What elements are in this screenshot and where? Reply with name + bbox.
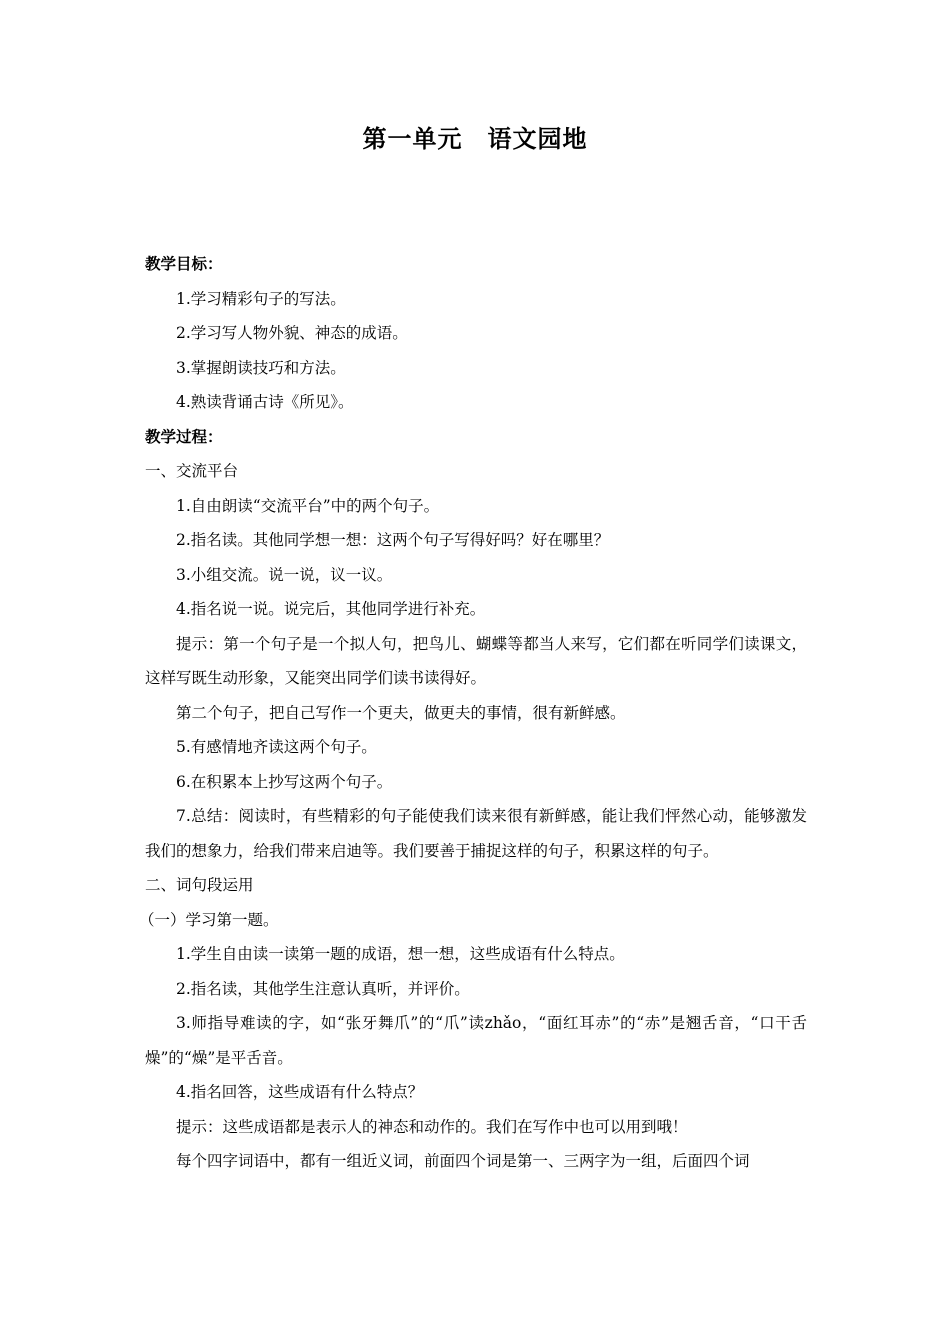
step-paragraph: 4.指名回答，这些成语有什么特点？ <box>176 1083 424 1101</box>
step-paragraph: 2.指名读，其他学生注意认真听，并评价。 <box>176 979 470 998</box>
document-body <box>139 247 807 1179</box>
step-paragraph: 6.在积累本上抄写这两个句子。 <box>176 772 393 791</box>
step-paragraph: 7.总结：阅读时，有些精彩的句子能使我们读来很有新鲜感，能让我们怦然心动，能够激发我们的想象力，给我们带来启迪等。我们要善于捕捉这样的句子，积累这样的句子。 <box>145 807 807 860</box>
step-paragraph: 1.自由朗读“交流平台”中的两个句子。 <box>176 496 440 515</box>
subsection-heading: 一、交流平台 <box>145 462 239 480</box>
step-paragraph: 3.师指导难读的字，如“张牙舞爪”的“爪”读zhǎo，“面红耳赤”的“赤”是翘舌音，“口干舌燥”的“燥”是平舌音。 <box>145 1014 807 1067</box>
body-paragraph: 每个四字词语中，都有一组近义词，前面四个词是第一、三两字为一组，后面四个词 <box>176 1152 750 1170</box>
subsection-heading: 二、词句段运用 <box>145 876 254 894</box>
step-paragraph: 2.指名读。其他同学想一想：这两个句子写得好吗？好在哪里？ <box>176 531 610 549</box>
body-paragraph: 第二个句子，把自己写作一个更夫，做更夫的事情，很有新鲜感。 <box>176 703 626 722</box>
step-paragraph: 4.指名说一说。说完后，其他同学进行补充。 <box>176 600 486 618</box>
step-paragraph: 3.小组交流。说一说，议一议。 <box>176 565 393 584</box>
hint-paragraph: 提示：这些成语都是表示人的神态和动作的。我们在写作中也可以用到哦！ <box>176 1117 688 1136</box>
step-paragraph: 5.有感情地齐读这两个句子。 <box>176 738 377 756</box>
goal-item: 3.掌握朗读技巧和方法。 <box>176 358 346 377</box>
section-heading-process: 教学过程： <box>145 426 223 446</box>
document-title: 第一单元 语文园地 <box>362 124 588 153</box>
goal-item: 2.学习写人物外貌、神态的成语。 <box>176 324 408 342</box>
goal-item: 4.熟读背诵古诗《所见》。 <box>176 393 354 411</box>
hint-paragraph: 提示：第一个句子是一个拟人句，把鸟儿、蝴蝶等都当人来写，它们都在听同学们读课文，这样写既生动形象，又能突出同学们读书读得好。 <box>145 634 807 687</box>
section-heading-goals: 教学目标： <box>145 254 223 273</box>
goal-item: 1.学习精彩句子的写法。 <box>176 289 346 308</box>
step-paragraph: 1.学生自由读一读第一题的成语，想一想，这些成语有什么特点。 <box>176 945 625 963</box>
subsection-heading: （一）学习第一题。 <box>139 910 279 929</box>
